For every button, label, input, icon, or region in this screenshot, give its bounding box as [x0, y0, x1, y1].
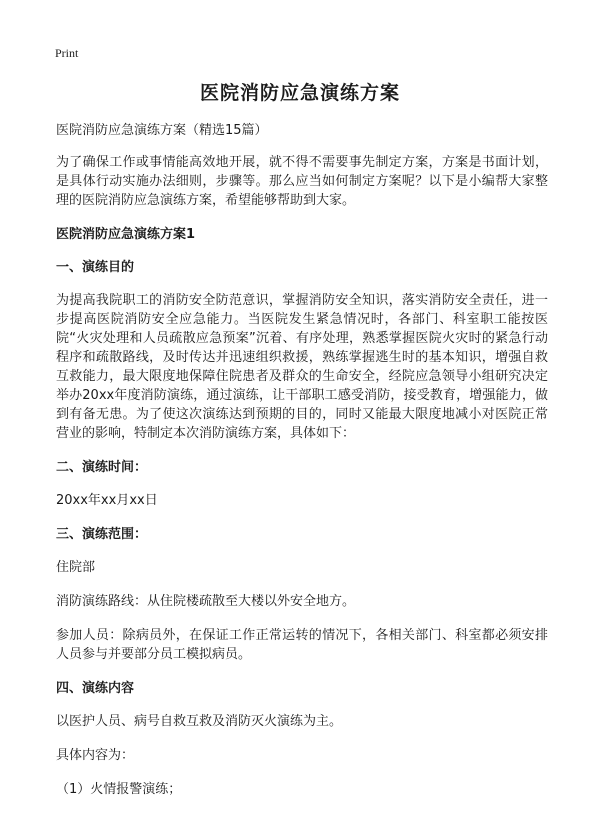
page-title: 医院消防应急演练方案: [199, 82, 400, 104]
list-item-fire-alarm: （1）火情报警演练；: [56, 782, 182, 797]
details-intro: 具体内容为：: [56, 748, 135, 763]
heading-scope: 三、演练范围：: [56, 527, 148, 542]
purpose-paragraph: 为提高我院职工的消防安全防范意识，掌握消防安全知识，落实消防安全责任，进一步提高医院消防安全应急能力。当医院发生紧急情况时，各部门、科室职工能按医院“火灾处理和人员疏散应急预案”沉着、有序处理，熟悉掌握医院火灾时的紧急行动程序和疏散路线，及时传达并迅速组织救援，熟练掌握逃生时的基本知识，增强自救互救能力，最大限度地保障住院患者及群众的生命安全，经院应急领导小组研究决定举办20xx年度消防演练，通过演练，让干部职工感受消防，接受教育，增强能力，做到有备无患。为了使这次演练达到预期的目的，同时又能最大限度地减小对医院正常营业的影响，特制定本次消防演练方案，具体如下：: [56, 293, 548, 441]
heading-purpose: 一、演练目的: [56, 260, 135, 275]
time-paragraph: 20xx年xx月xx日: [56, 493, 158, 508]
document-subtitle: 医院消防应急演练方案（精选15篇）: [56, 123, 268, 138]
heading-content: 四、演练内容: [56, 681, 135, 696]
document-body: [56, 121, 548, 809]
route-paragraph: 消防演练路线：从住院楼疏散至大楼以外安全地方。: [56, 594, 356, 609]
intro-paragraph: 为了确保工作或事情能高效地开展，就不得不需要事先制定方案，方案是书面计划，是具体行动实施办法细则，步骤等。那么应当如何制定方案呢？以下是小编帮大家整理的医院消防应急演练方案，希望能够帮助到大家。: [56, 155, 548, 208]
participants-paragraph: 参加人员：除病员外，在保证工作正常运转的情况下，各相关部门、科室都必须安排人员参与并要部分员工模拟病员。: [56, 628, 548, 662]
scope-paragraph: 住院部: [56, 560, 96, 575]
content-paragraph: 以医护人员、病号自救互救及消防灭火演练为主。: [56, 714, 343, 729]
print-label: Print: [55, 46, 79, 60]
heading-time: 二、演练时间：: [56, 460, 148, 475]
section-title: 医院消防应急演练方案1: [56, 227, 196, 242]
